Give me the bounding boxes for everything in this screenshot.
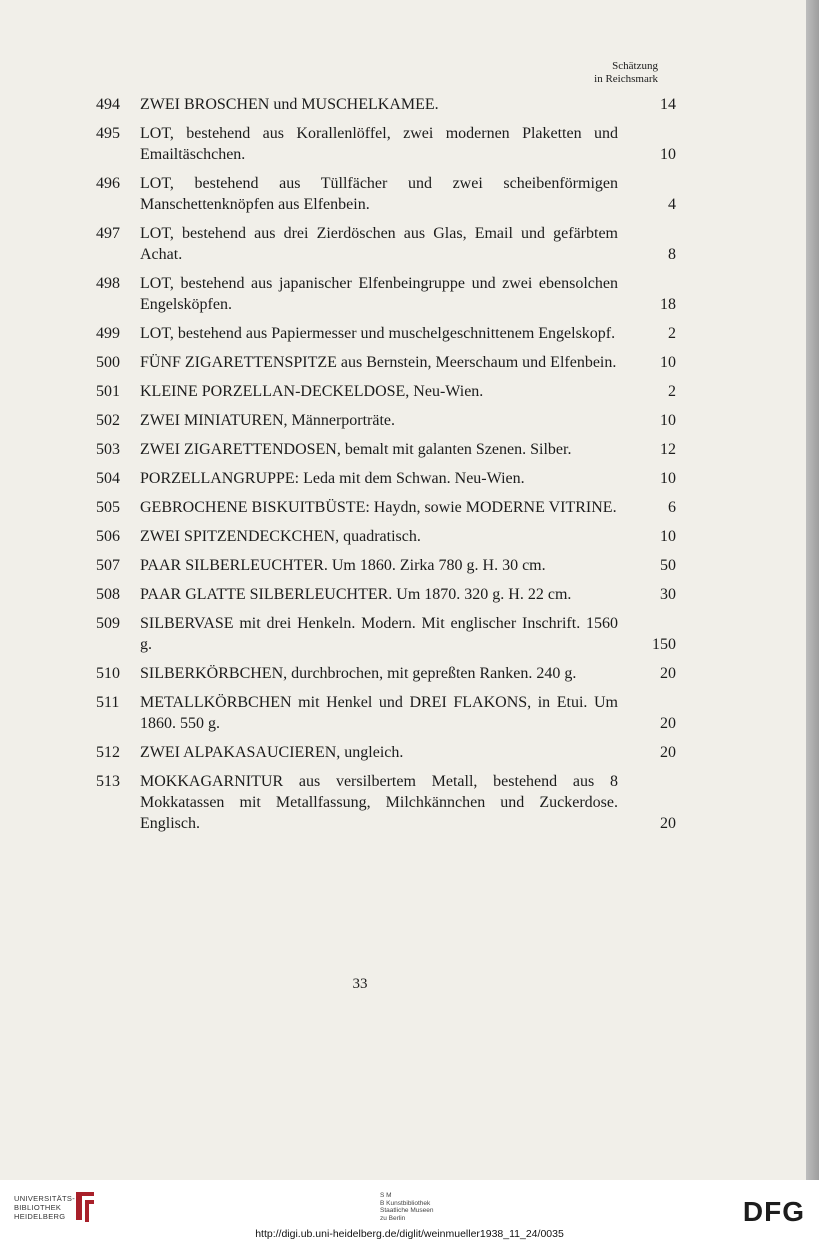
lot-estimate: 30 — [660, 586, 676, 603]
lot-entry — [96, 223, 676, 265]
lot-number: 498 — [96, 275, 120, 292]
lot-description: ZWEI ALPAKASAUCIEREN, ungleich. — [140, 744, 404, 761]
lot-list — [96, 94, 676, 842]
lot-entry — [96, 742, 676, 763]
lot-number: 501 — [96, 383, 120, 400]
lot-entry — [96, 94, 676, 115]
lot-description: PAAR SILBERLEUCHTER. Um 1860. Zirka 780 g. H. 30 cm. — [140, 557, 546, 574]
estimate-header — [594, 60, 658, 86]
page-number: 33 — [352, 976, 368, 992]
lot-entry — [96, 410, 676, 431]
lot-estimate: 20 — [660, 715, 676, 732]
lot-entry — [96, 663, 676, 684]
lot-number: 505 — [96, 499, 120, 516]
lot-estimate: 50 — [660, 557, 676, 574]
lot-estimate: 12 — [660, 441, 676, 458]
lot-description: FÜNF ZIGARETTENSPITZE aus Bernstein, Meerschaum und Elfenbein. — [140, 354, 617, 371]
lot-estimate: 2 — [668, 383, 676, 400]
lot-entry — [96, 273, 676, 315]
uni-line-2: BIBLIOTHEK — [14, 1203, 62, 1212]
lot-entry — [96, 173, 676, 215]
smb-line-4: zu Berlin — [380, 1214, 406, 1222]
lot-number: 511 — [96, 694, 120, 711]
page-edge — [806, 0, 819, 1180]
footer-bar — [0, 1180, 819, 1242]
lot-description: MOKKAGARNITUR aus versilbertem Metall, bestehend aus 8 Mokkatassen mit Metallfassung, Milchkännchen und Zuckerdose. Englisch. — [140, 773, 618, 832]
lot-estimate: 2 — [668, 325, 676, 342]
lot-entry — [96, 123, 676, 165]
lot-estimate: 18 — [660, 296, 676, 313]
lot-number: 500 — [96, 354, 120, 371]
source-url[interactable]: http://digi.ub.uni-heidelberg.de/diglit/weinmueller1938_11_24/0035 — [255, 1228, 564, 1240]
lot-number: 495 — [96, 125, 120, 142]
smb-line-2: B Kunstbibliothek — [380, 1199, 431, 1207]
lot-number: 496 — [96, 175, 120, 192]
lot-number: 506 — [96, 528, 120, 545]
lot-entry — [96, 584, 676, 605]
lot-estimate: 4 — [668, 196, 676, 213]
lot-estimate: 20 — [660, 815, 676, 832]
smb-line-1: S M — [380, 1192, 392, 1199]
lot-entry — [96, 692, 676, 734]
lot-description: LOT, bestehend aus japanischer Elfenbeingruppe und zwei ebensolchen Engelsköpfen. — [140, 275, 618, 313]
lot-estimate: 6 — [668, 499, 676, 516]
lot-description: SILBERVASE mit drei Henkeln. Modern. Mit englischer Inschrift. 1560 g. — [140, 615, 618, 653]
lot-number: 494 — [96, 96, 120, 113]
lot-estimate: 10 — [660, 528, 676, 545]
lot-estimate: 20 — [660, 665, 676, 682]
lot-entry — [96, 497, 676, 518]
smb-line-3: Staatliche Museen — [380, 1207, 434, 1214]
lot-entry — [96, 352, 676, 373]
lot-description: LOT, bestehend aus Papiermesser und muschelgeschnittenem Engelskopf. — [140, 325, 616, 342]
lot-number: 508 — [96, 586, 120, 603]
header-line-2: in Reichsmark — [594, 73, 658, 85]
lot-number: 507 — [96, 557, 120, 574]
lot-number: 513 — [96, 773, 120, 790]
lot-number: 509 — [96, 615, 120, 632]
lot-entry — [96, 439, 676, 460]
lot-entry — [96, 468, 676, 489]
lot-estimate: 20 — [660, 744, 676, 761]
lot-number: 503 — [96, 441, 120, 458]
lot-description: LOT, bestehend aus Korallenlöffel, zwei modernen Plaketten und Emailtäschchen. — [140, 125, 618, 163]
university-seal-icon — [72, 1190, 98, 1224]
lot-description: SILBERKÖRBCHEN, durchbrochen, mit gepreßten Ranken. 240 g. — [140, 665, 577, 682]
lot-number: 510 — [96, 665, 120, 682]
lot-estimate: 14 — [660, 96, 676, 113]
lot-number: 504 — [96, 470, 120, 487]
lot-description: GEBROCHENE BISKUITBÜSTE: Haydn, sowie MODERNE VITRINE. — [140, 499, 617, 516]
lot-description: PORZELLANGRUPPE: Leda mit dem Schwan. Neu-Wien. — [140, 470, 525, 487]
lot-number: 512 — [96, 744, 120, 761]
lot-description: ZWEI SPITZENDECKCHEN, quadratisch. — [140, 528, 421, 545]
lot-entry — [96, 555, 676, 576]
lot-description: ZWEI BROSCHEN und MUSCHELKAMEE. — [140, 96, 439, 113]
university-library-logo-text — [14, 1194, 75, 1221]
lot-entry — [96, 381, 676, 402]
lot-estimate: 150 — [652, 636, 676, 653]
lot-description: PAAR GLATTE SILBERLEUCHTER. Um 1870. 320 g. H. 22 cm. — [140, 586, 572, 603]
lot-entry — [96, 323, 676, 344]
lot-entry — [96, 526, 676, 547]
lot-estimate: 10 — [660, 412, 676, 429]
lot-description: ZWEI MINIATUREN, Männerporträte. — [140, 412, 396, 429]
lot-entry — [96, 613, 676, 655]
lot-description: METALLKÖRBCHEN mit Henkel und DREI FLAKONS, in Etui. Um 1860. 550 g. — [140, 694, 618, 732]
lot-description: KLEINE PORZELLAN-DECKELDOSE, Neu-Wien. — [140, 383, 484, 400]
lot-description: LOT, bestehend aus drei Zierdöschen aus Glas, Email und gefärbtem Achat. — [140, 225, 618, 263]
lot-number: 502 — [96, 412, 120, 429]
lot-estimate: 10 — [660, 354, 676, 371]
lot-entry — [96, 771, 676, 834]
uni-line-1: UNIVERSITÄTS- — [14, 1194, 75, 1203]
smb-logo-text — [380, 1192, 433, 1222]
header-line-1: Schätzung — [612, 60, 658, 72]
uni-line-3: HEIDELBERG — [14, 1212, 66, 1221]
dfg-logo: DFG — [742, 1196, 805, 1227]
lot-estimate: 10 — [660, 470, 676, 487]
lot-estimate: 10 — [660, 146, 676, 163]
lot-description: LOT, bestehend aus Tüllfächer und zwei scheibenförmigen Manschettenknöpfen aus Elfenbein. — [140, 175, 618, 213]
lot-number: 497 — [96, 225, 120, 242]
lot-number: 499 — [96, 325, 120, 342]
lot-estimate: 8 — [668, 246, 676, 263]
lot-description: ZWEI ZIGARETTENDOSEN, bemalt mit galanten Szenen. Silber. — [140, 441, 572, 458]
